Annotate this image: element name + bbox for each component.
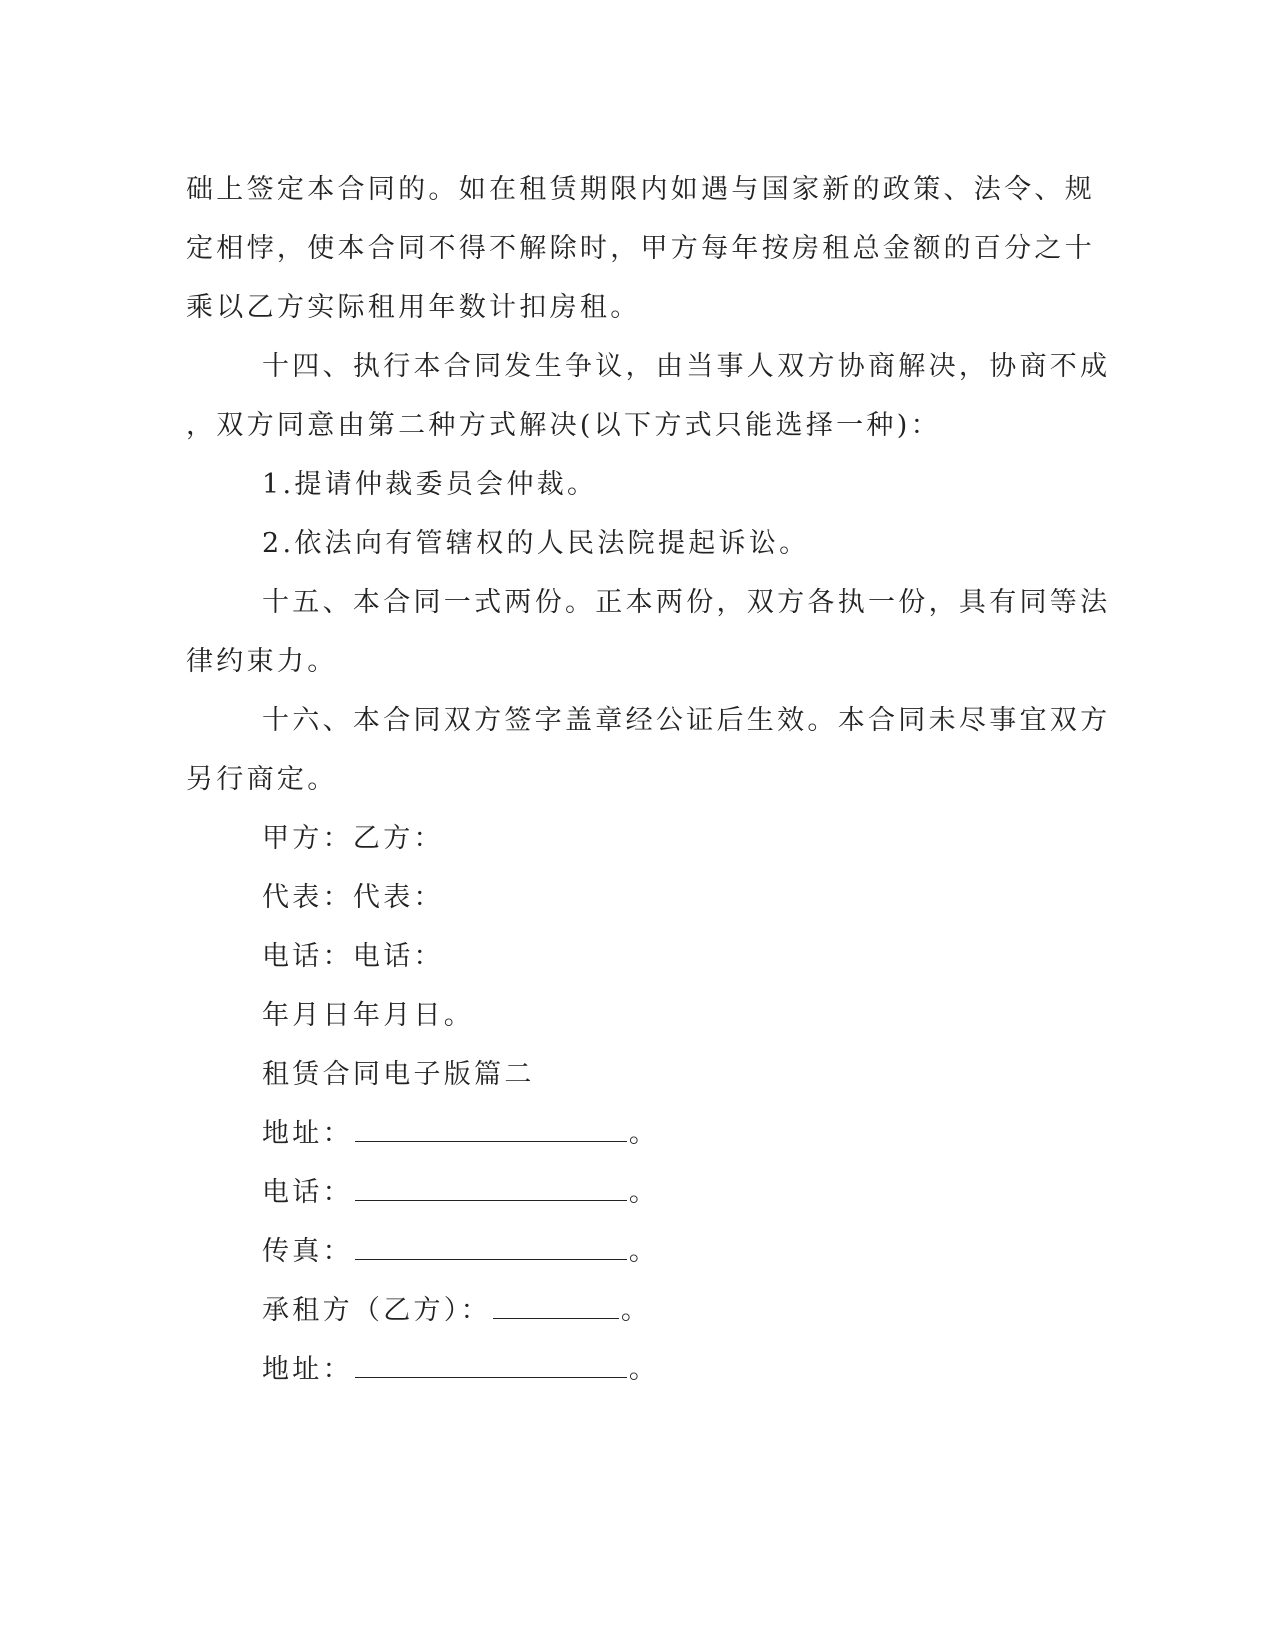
clause-15-line: 十五、本合同一式两份。正本两份，双方各执一份，具有同等法 [262,587,1111,618]
field-end: 。 [620,1295,652,1326]
paragraph-line: 础上签定本合同的。如在租赁期限内如遇与国家新的政策、法令、规 [186,174,1095,205]
signature-dates: 年月日年月日。 [262,1000,475,1031]
fax-field [186,1222,1066,1281]
address-field [186,1104,1066,1163]
field-label: 地址： [262,1118,353,1149]
paragraph-line: 乘以乙方实际租用年数计扣房租。 [186,292,641,323]
clause-14-continuation: ，双方同意由第二种方式解决(以下方式只能选择一种)： [186,410,941,441]
clause-16-continuation: 另行商定。 [186,764,338,795]
fill-in-blank [355,1231,627,1260]
clause-15-continuation: 律约束力。 [186,646,338,677]
signature-representatives: 代表：代表： [262,882,444,913]
field-label: 地址： [262,1354,353,1385]
field-label: 传真： [262,1236,353,1267]
clause-14-line: 十四、执行本合同发生争议，由当事人双方协商解决，协商不成 [262,351,1111,382]
document-body [186,160,1111,1399]
paragraph-line: 定相悖，使本合同不得不解除时，甲方每年按房租总金额的百分之十 [186,233,1095,264]
lessee-field [186,1281,1066,1340]
field-label: 电话： [262,1177,353,1208]
field-end: 。 [628,1354,660,1385]
field-end: 。 [628,1236,660,1267]
section-heading: 租赁合同电子版篇二 [262,1059,535,1090]
signature-parties: 甲方：乙方： [262,823,444,854]
phone-field [186,1163,1066,1222]
fill-in-blank [355,1349,627,1378]
option-2-litigation: 2.依法向有管辖权的人民法院提起诉讼。 [262,528,810,559]
field-label: 承租方（乙方）： [262,1295,491,1326]
field-end: 。 [628,1118,660,1149]
clause-16-line: 十六、本合同双方签字盖章经公证后生效。本合同未尽事宜双方 [262,705,1111,736]
fill-in-blank [355,1113,627,1142]
fill-in-blank [355,1172,627,1201]
signature-phones: 电话：电话： [262,941,444,972]
lessee-address-field [186,1340,1066,1399]
field-end: 。 [628,1177,660,1208]
option-1-arbitration: 1.提请仲裁委员会仲裁。 [262,469,598,500]
fill-in-blank [493,1290,619,1319]
